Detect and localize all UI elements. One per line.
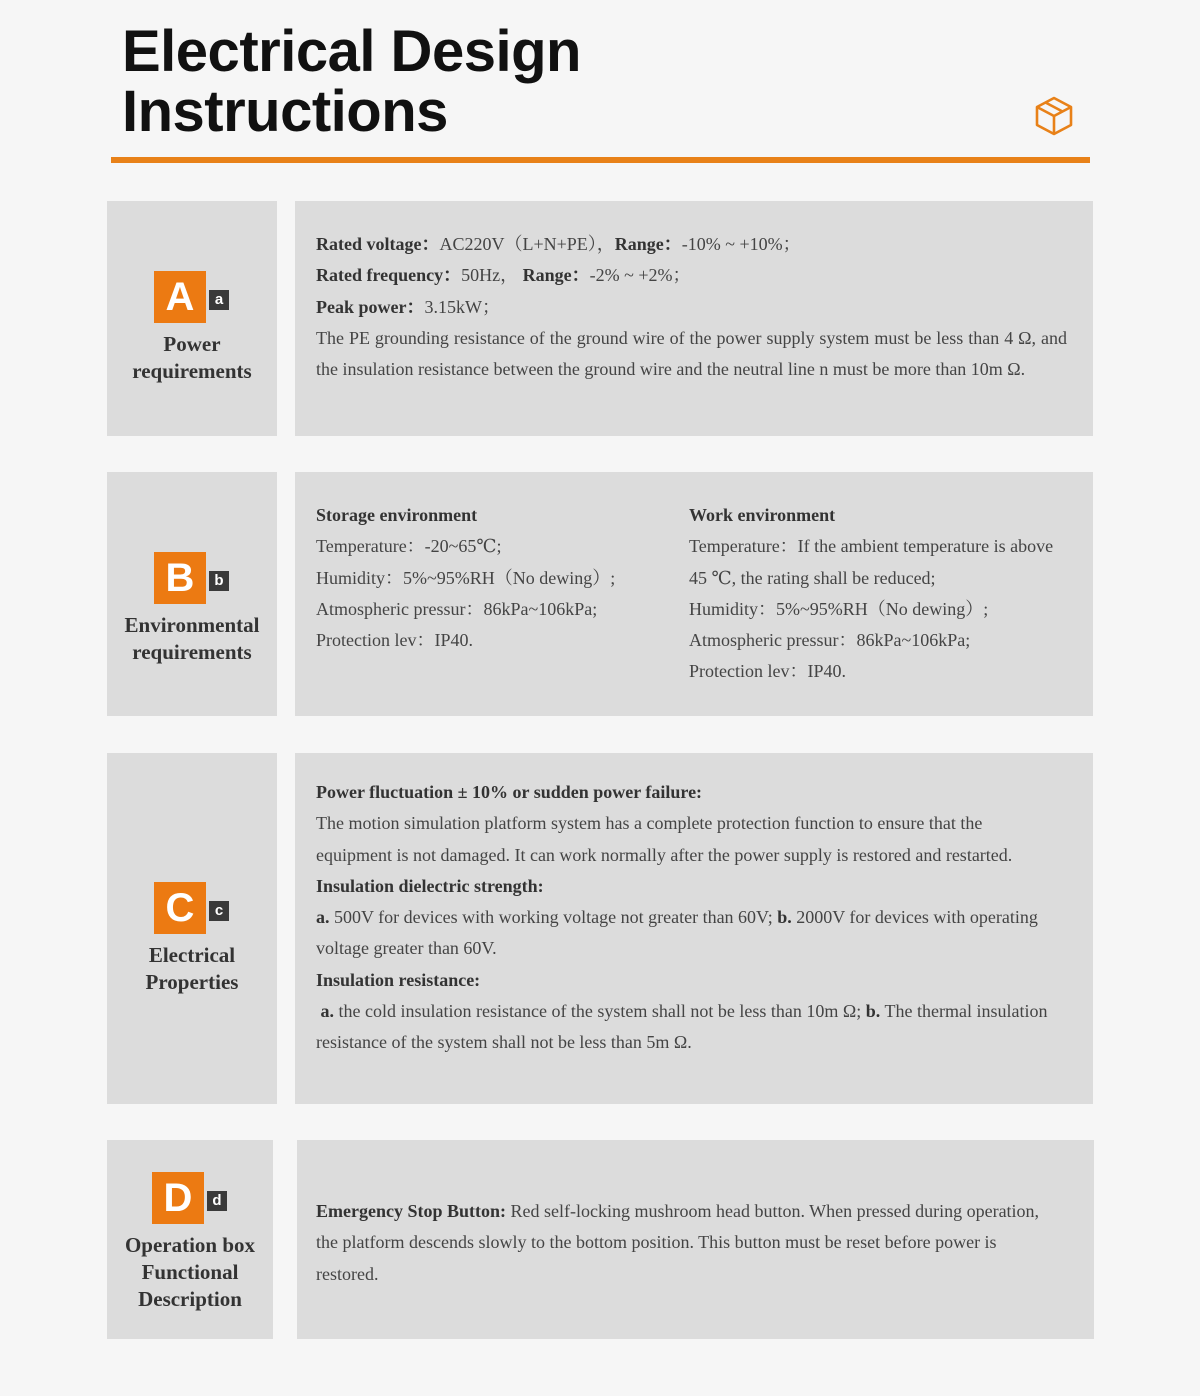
environmental-requirements-content [295, 472, 1093, 716]
emergency-stop-text: Emergency Stop Button: Red self-locking mushroom head button. When pressed during operation, the platform descends slowly to the bottom position. This button must be reset before power is restored. [316, 1201, 1040, 1284]
section-title: Operation box Functional Description [124, 1233, 256, 1311]
operation-box-label-panel [107, 1140, 273, 1339]
work-pressure: Atmospheric pressur：86kPa~106kPa; [689, 630, 971, 651]
power-requirements-label-panel [107, 201, 277, 436]
grounding-text: The PE grounding resistance of the ground wire of the power supply system must be less than 4 Ω, and the insulation resistance between the ground wire and the neutral line n must be more than 10m Ω. [316, 327, 1067, 380]
power-fluctuation-text: The motion simulation platform system has a complete protection function to ensure that the equipment is not damaged. It can work normally after the power supply is restored and restarted. [316, 813, 1013, 865]
power-fluctuation-heading: Power fluctuation ± 10% or sudden power failure: [316, 782, 703, 802]
section-title: Electrical Properties [145, 942, 239, 994]
peak-power-line: Peak power：3.15kW； [316, 296, 500, 317]
work-environment [689, 500, 1057, 688]
section-letter: C [154, 882, 206, 934]
storage-humidity: Humidity：5%~95%RH（No dewing）; [316, 567, 616, 588]
insulation-resistance-text: a. the cold insulation resistance of the system shall not be less than 10m Ω; b. The thermal insulation resistance of the system shall not be less than 5m Ω. [316, 1001, 1048, 1053]
insulation-resistance-heading: Insulation resistance: [316, 969, 481, 990]
storage-environment [316, 500, 689, 688]
section-letter: A [154, 271, 206, 323]
electrical-properties-label-panel [107, 753, 277, 1104]
page-title-line-1: Electrical Design [122, 19, 581, 84]
section-title: Environmental requirements [124, 613, 260, 664]
work-protection: Protection lev：IP40. [689, 661, 846, 682]
environmental-requirements-label-panel [107, 472, 277, 716]
section-d-badge [152, 1172, 228, 1224]
rated-frequency-line: Rated frequency：50Hz， Range：-2% ~ +2%； [316, 265, 691, 286]
work-humidity: Humidity：5%~95%RH（No dewing）; [689, 598, 989, 619]
section-sub-letter: a [209, 290, 229, 310]
electrical-properties-content [295, 753, 1093, 1104]
work-heading: Work environment [689, 505, 836, 525]
storage-heading: Storage environment [316, 505, 478, 525]
section-b-badge [154, 552, 230, 604]
section-sub-letter: c [209, 901, 229, 921]
section-letter: D [152, 1172, 204, 1224]
storage-protection: Protection lev：IP40. [316, 630, 473, 651]
operation-box-content [297, 1140, 1094, 1339]
section-a-badge [154, 271, 230, 323]
title-divider [111, 157, 1090, 163]
section-c-badge [154, 882, 230, 934]
cube-icon [1032, 94, 1076, 138]
work-temperature: Temperature：If the ambient temperature is above 45 ℃, the rating shall be reduced; [689, 536, 1054, 588]
rated-voltage-line: Rated voltage：AC220V（L+N+PE），Range：-10% ~ +10%； [316, 234, 801, 254]
storage-pressure: Atmospheric pressur：86kPa~106kPa; [316, 598, 598, 619]
page-title [122, 19, 581, 144]
section-letter: B [154, 552, 206, 604]
power-requirements-content [295, 201, 1093, 436]
section-sub-letter: d [207, 1191, 227, 1211]
section-sub-letter: b [209, 571, 229, 591]
section-title: Power requirements [132, 331, 252, 383]
dielectric-text: a. 500V for devices with working voltage not greater than 60V; b. 2000V for devices with operating voltage greater than 60V. [316, 907, 1038, 959]
dielectric-heading: Insulation dielectric strength: [316, 875, 544, 896]
page-title-line-2: Instructions [122, 79, 448, 144]
storage-temperature: Temperature：-20~65℃; [316, 536, 502, 557]
